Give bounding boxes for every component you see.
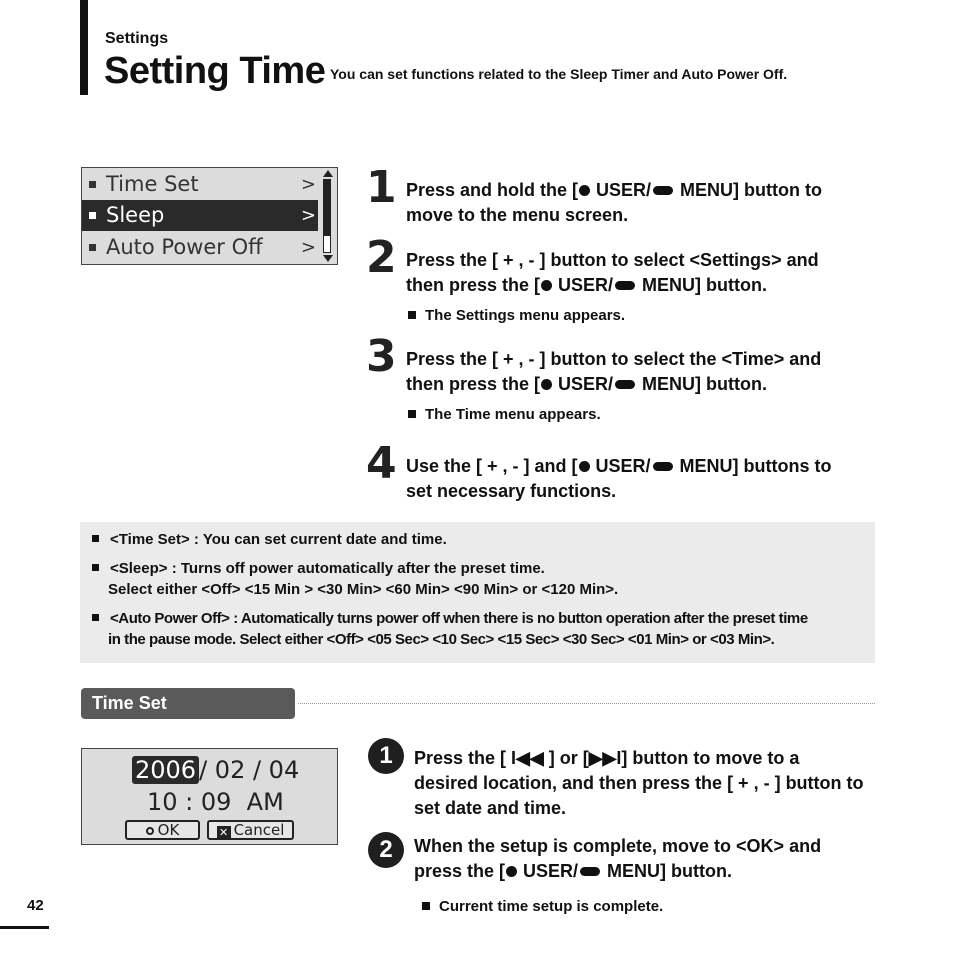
menu-item-auto-power-off[interactable]: [82, 232, 318, 263]
page-number: 42: [27, 897, 44, 914]
info-auto-power-off: <Auto Power Off> : Automatically turns power off when there is no button operation after the preset time in the pause mode. Select either <Off> <05 Sec> <10 Sec> <15 Sec> <30 Sec> <01 Min> or <03 Min>.: [92, 608, 808, 650]
time-screen: [81, 748, 338, 845]
time-set-heading: Time Set: [81, 688, 295, 719]
scroll-track: [323, 179, 331, 253]
menu-item-label: Time Set: [106, 172, 199, 196]
cancel-button[interactable]: ✕ Cancel: [207, 820, 294, 840]
user-button-icon: [541, 379, 552, 390]
scroll-down-arrow-icon: [323, 255, 333, 262]
menu-button-icon: [653, 186, 673, 195]
dotted-divider: [298, 703, 875, 704]
ok-button[interactable]: OK: [125, 820, 200, 840]
step-text: Press and hold the [ USER/ MENU] button to move to the menu screen.: [406, 180, 822, 225]
menu-item-label: Auto Power Off: [106, 235, 263, 259]
info-box: [80, 522, 875, 663]
bullet-icon: [89, 244, 96, 251]
menu-item-time-set[interactable]: [82, 169, 318, 200]
menu-button-icon: [580, 867, 600, 876]
sub-step-text: When the setup is complete, move to <OK> and press the [ USER/ MENU] button.: [414, 836, 822, 881]
menu-item-sleep[interactable]: [82, 200, 318, 231]
menu-button-icon: [615, 380, 635, 389]
square-bullet-icon: [92, 564, 99, 571]
step-note: The Settings menu appears.: [408, 307, 625, 324]
close-icon: ✕: [217, 826, 231, 839]
menu-screen: [81, 167, 338, 265]
step-text: Press the [ + , - ] button to select <Settings> and then press the [ USER/ MENU] button.: [406, 250, 819, 295]
date-rest: / 02 / 04: [199, 756, 300, 784]
step-number: 4: [366, 438, 397, 489]
chevron-right-icon: >: [300, 237, 316, 258]
step-number: 2: [366, 232, 397, 283]
circled-step-number: 1: [368, 738, 404, 774]
bullet-icon: [89, 181, 96, 188]
info-sleep: <Sleep> : Turns off power automatically after the preset time. Select either <Off> <15 Min > <30 Min> <60 Min> <90 Min> or <120 Min>.: [92, 558, 618, 600]
step-note: The Time menu appears.: [408, 406, 601, 423]
square-bullet-icon: [408, 311, 416, 319]
page-subtitle: You can set functions related to the Sleep Timer and Auto Power Off.: [330, 66, 788, 82]
step-number: 3: [366, 331, 397, 382]
step-text: Use the [ + , - ] and [ USER/ MENU] buttons to set necessary functions.: [406, 456, 832, 501]
square-bullet-icon: [92, 535, 99, 542]
square-bullet-icon: [408, 410, 416, 418]
scroll-up-arrow-icon: [323, 170, 333, 177]
year-field[interactable]: 2006: [132, 756, 199, 784]
left-accent-bar: [80, 0, 88, 95]
bullet-icon: [89, 212, 96, 219]
section-label: Settings: [105, 30, 169, 47]
step-number: 1: [366, 162, 397, 213]
square-bullet-icon: [92, 614, 99, 621]
page-title: Setting Time: [104, 50, 326, 92]
menu-scrollbar[interactable]: [320, 168, 336, 264]
scroll-thumb: [324, 180, 330, 236]
info-time-set: <Time Set> : You can set current date and time.: [92, 529, 447, 550]
chevron-right-icon: >: [300, 205, 316, 226]
user-button-icon: [506, 866, 517, 877]
circled-step-number: 2: [368, 832, 404, 868]
chevron-right-icon: >: [300, 174, 316, 195]
sub-step-note: Current time setup is complete.: [422, 898, 663, 915]
date-display: [132, 755, 299, 785]
page-number-rule: [0, 926, 49, 929]
user-button-icon: [541, 280, 552, 291]
sub-step-text: Press the [ I◀◀ ] or [▶▶I] button to move to a desired location, and then press the [ + , - ] button to set date and time.: [414, 748, 864, 818]
menu-item-label: Sleep: [106, 203, 165, 227]
square-bullet-icon: [422, 902, 430, 910]
time-display: 10 : 09 AM: [147, 788, 284, 816]
ok-circle-icon: [146, 827, 154, 835]
step-text: Press the [ + , - ] button to select the <Time> and then press the [ USER/ MENU] button.: [406, 349, 822, 394]
user-button-icon: [579, 461, 590, 472]
menu-button-icon: [615, 281, 635, 290]
menu-button-icon: [653, 462, 673, 471]
user-button-icon: [579, 185, 590, 196]
